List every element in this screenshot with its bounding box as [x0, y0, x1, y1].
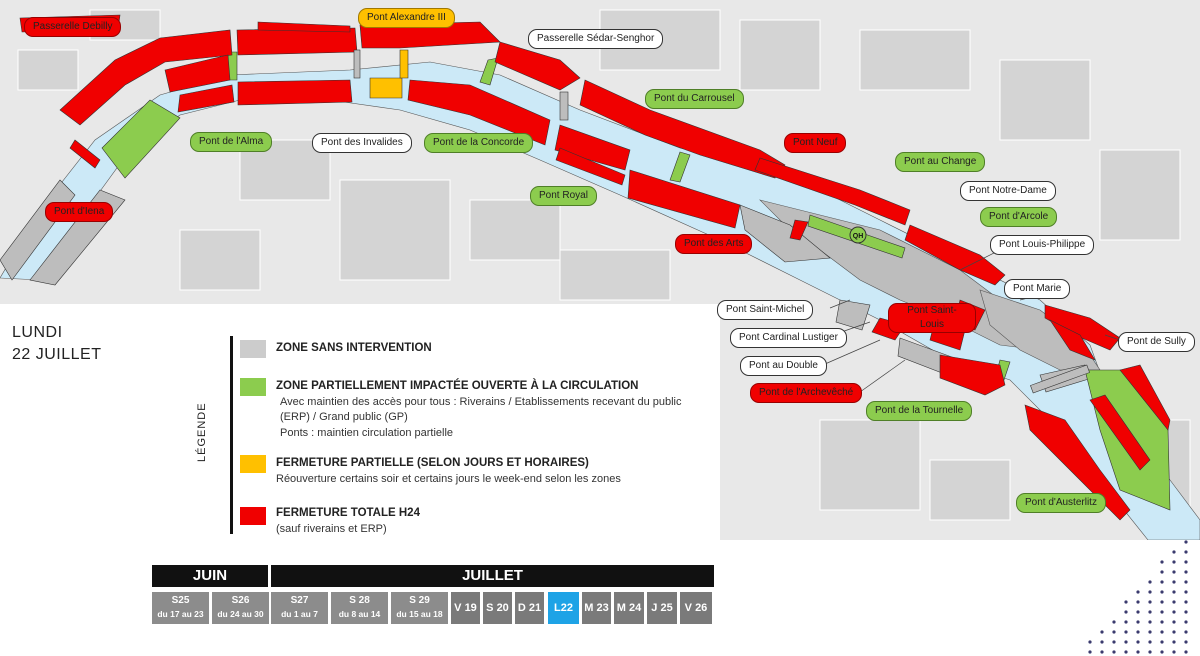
decor-dot [1124, 610, 1127, 613]
decor-dot [1148, 600, 1151, 603]
bridge-label: Pont du Carrousel [645, 89, 744, 109]
city-block [340, 180, 450, 280]
bridge-span [354, 50, 360, 78]
decor-dot [1172, 610, 1175, 613]
city-block [860, 30, 970, 90]
decor-dot [1172, 560, 1175, 563]
decor-dot [1184, 570, 1187, 573]
bridge-label: Pont d'Iena [45, 202, 113, 222]
timeline-week [212, 592, 269, 624]
decor-dot [1112, 620, 1115, 623]
timeline-month-juillet: JUILLET [271, 565, 714, 587]
legend-title [196, 402, 222, 466]
legend-swatch-gray [240, 340, 266, 358]
decor-dot [1112, 640, 1115, 643]
bridge-label: Pont de l'Archevêché [750, 383, 862, 403]
decor-dot [1100, 630, 1103, 633]
decor-dot [1184, 640, 1187, 643]
timeline-day: V 26 [680, 592, 712, 624]
decor-dot [1148, 650, 1151, 653]
decor-dot [1124, 620, 1127, 623]
legend-description: Réouverture certains soir et certains jours le week-end selon les zones [276, 473, 621, 485]
decor-dot [1184, 630, 1187, 633]
bridge-label: Pont au Change [895, 152, 985, 172]
legend-title-text: LÉGENDE [196, 402, 208, 462]
timeline-day: M 24 [614, 592, 644, 624]
decor-dot [1160, 610, 1163, 613]
week-label: S26 [231, 595, 250, 606]
bridge-label: Pont Alexandre III [358, 8, 455, 28]
decor-dot [1112, 650, 1115, 653]
zone-orange [370, 78, 402, 98]
bridge-label: Pont d'Austerlitz [1016, 493, 1106, 513]
legend-description: Avec maintien des accès pour tous : Riverains / Etablissements recevant du public (ERP) / Grand public (GP) [280, 396, 682, 423]
decor-dot [1184, 620, 1187, 623]
timeline-week [271, 592, 328, 624]
week-range: du 17 au 23 [157, 609, 204, 619]
bridge-label: Passerelle Debilly [24, 17, 121, 37]
decor-dot [1136, 600, 1139, 603]
date-day-month: 22 JUILLET [12, 346, 102, 363]
zone-orange [400, 50, 408, 78]
legend-swatch-orange [240, 455, 266, 473]
decor-dot [1172, 570, 1175, 573]
decor-dot [1184, 580, 1187, 583]
timeline-day: M 23 [582, 592, 611, 624]
timeline-day-current: L22 [548, 592, 579, 624]
decor-dot [1148, 630, 1151, 633]
city-block [930, 460, 1010, 520]
decor-dot [1184, 650, 1187, 653]
decor-dot [1160, 650, 1163, 653]
bridge-label: Pont Marie [1004, 279, 1070, 299]
decor-dot [1136, 610, 1139, 613]
bridge-label: Pont Louis-Philippe [990, 235, 1094, 255]
decor-dot [1136, 640, 1139, 643]
decor-dot [1160, 560, 1163, 563]
decor-dot [1124, 630, 1127, 633]
timeline-week [391, 592, 448, 624]
city-block [820, 420, 920, 510]
bridge-label: Pont Notre-Dame [960, 181, 1056, 201]
bridge-label: Pont Saint-Louis [888, 303, 976, 333]
city-block [18, 50, 78, 90]
decor-dot [1148, 590, 1151, 593]
timeline-day: V 19 [451, 592, 480, 624]
decor-dot [1160, 590, 1163, 593]
qh-marker-text: QH [852, 233, 864, 240]
decor-dot [1172, 620, 1175, 623]
decor-dot [1172, 590, 1175, 593]
decor-dot [1172, 580, 1175, 583]
decor-dot [1148, 640, 1151, 643]
city-block [1000, 60, 1090, 140]
decor-dot [1184, 550, 1187, 553]
week-range: du 1 au 7 [281, 609, 318, 619]
decor-dot [1172, 630, 1175, 633]
bridge-label: Passerelle Sédar-Senghor [528, 29, 663, 49]
week-range: du 24 au 30 [217, 609, 264, 619]
decor-dot [1148, 580, 1151, 583]
decor-dot [1112, 630, 1115, 633]
legend-description: Ponts : maintien circulation partielle [280, 427, 454, 439]
date-weekday: LUNDI [12, 324, 63, 341]
decor-dot [1184, 610, 1187, 613]
legend-swatch-green [240, 378, 266, 396]
bridge-label: Pont d'Arcole [980, 207, 1057, 227]
bridge-span [560, 92, 568, 120]
decor-dot [1124, 650, 1127, 653]
week-label: S25 [171, 595, 190, 606]
bridge-label: Pont Saint-Michel [717, 300, 813, 320]
decor-dot [1136, 620, 1139, 623]
week-range: du 8 au 14 [338, 609, 381, 619]
decor-dot [1136, 590, 1139, 593]
bridge-label: Pont de Sully [1118, 332, 1195, 352]
bridge-label: Pont de la Concorde [424, 133, 533, 153]
decor-dot [1172, 550, 1175, 553]
decor-dot [1136, 650, 1139, 653]
decor-dot [1184, 600, 1187, 603]
decor-dot [1088, 650, 1091, 653]
bridge-label: Pont de la Tournelle [866, 401, 972, 421]
decor-dot [1124, 600, 1127, 603]
city-block [740, 20, 820, 90]
bridge-label: Pont Neuf [784, 133, 846, 153]
decor-dot [1184, 590, 1187, 593]
legend-heading: FERMETURE TOTALE H24 [276, 507, 420, 519]
bridge-label: Pont de l'Alma [190, 132, 272, 152]
decor-dot [1160, 580, 1163, 583]
week-range: du 15 au 18 [396, 609, 443, 619]
city-block [560, 250, 670, 300]
city-block [1100, 150, 1180, 240]
decor-dot [1088, 640, 1091, 643]
decor-dot [1148, 620, 1151, 623]
decor-dot [1160, 620, 1163, 623]
decor-dot [1184, 560, 1187, 563]
legend-heading: FERMETURE PARTIELLE (SELON JOURS ET HORAIRES) [276, 457, 589, 469]
decor-dot [1172, 600, 1175, 603]
city-block [470, 200, 560, 260]
decor-dot [1172, 650, 1175, 653]
decor-dot [1160, 640, 1163, 643]
bridge-label: Pont des Invalides [312, 133, 412, 153]
bridge-label: Pont des Arts [675, 234, 752, 254]
week-label: S27 [290, 595, 309, 606]
decor-dot [1100, 640, 1103, 643]
decor-dot [1148, 610, 1151, 613]
decorative-dots [1070, 536, 1200, 656]
timeline-month-juin: JUIN [152, 565, 268, 587]
legend-heading: ZONE SANS INTERVENTION [276, 342, 432, 354]
legend-divider [230, 336, 233, 534]
timeline-day: D 21 [515, 592, 544, 624]
week-label: S 29 [409, 595, 430, 606]
decor-dot [1160, 600, 1163, 603]
decor-dot [1160, 570, 1163, 573]
week-label: S 28 [349, 595, 370, 606]
decor-dot [1184, 540, 1187, 543]
decor-dot [1160, 630, 1163, 633]
decor-dot [1172, 640, 1175, 643]
bridge-label: Pont au Double [740, 356, 827, 376]
bridge-label: Pont Royal [530, 186, 597, 206]
timeline-week [331, 592, 388, 624]
decor-dot [1100, 650, 1103, 653]
city-block [180, 230, 260, 290]
timeline-week [152, 592, 209, 624]
bridge-label: Pont Cardinal Lustiger [730, 328, 847, 348]
legend-heading: ZONE PARTIELLEMENT IMPACTÉE OUVERTE À LA CIRCULATION [276, 380, 639, 392]
legend-swatch-red [240, 507, 266, 525]
decor-dot [1124, 640, 1127, 643]
decor-dot [1136, 630, 1139, 633]
date-title [12, 322, 101, 366]
qh-marker [850, 227, 866, 243]
timeline-day: S 20 [483, 592, 512, 624]
zone-red [238, 80, 352, 105]
legend-description: (sauf riverains et ERP) [276, 523, 387, 535]
timeline-day: J 25 [647, 592, 677, 624]
